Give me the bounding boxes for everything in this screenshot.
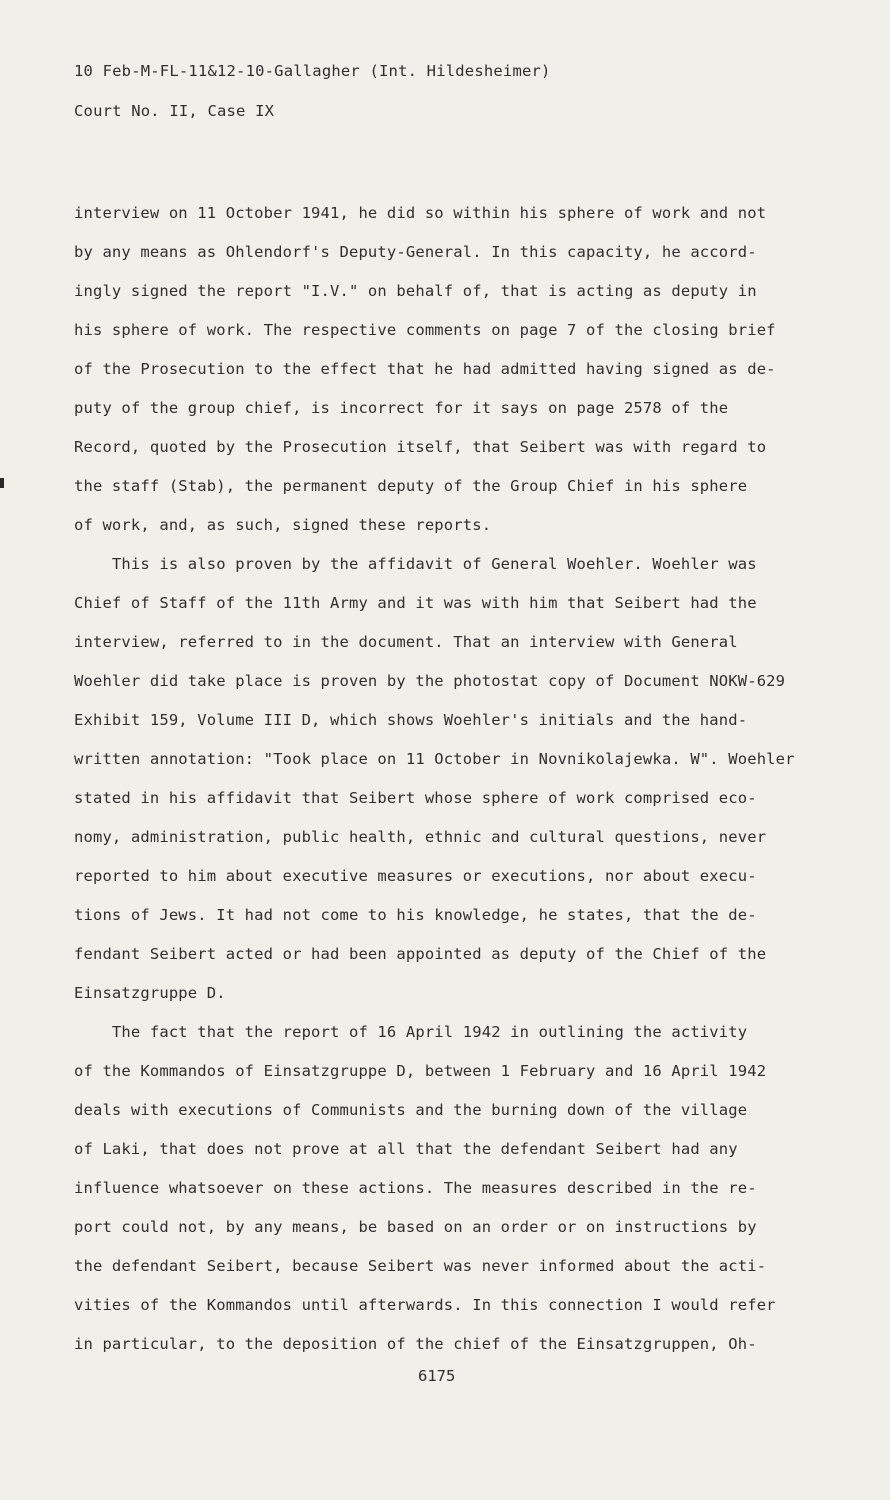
header-reference-line: 10 Feb-M-FL-11&12-10-Gallagher (Int. Hildesheimer) xyxy=(74,62,551,80)
body-line: Einsatzgruppe D. xyxy=(74,984,226,1002)
body-line: This is also proven by the affidavit of General Woehler. Woehler was xyxy=(74,555,757,573)
body-line: in particular, to the deposition of the chief of the Einsatzgruppen, Oh- xyxy=(74,1335,757,1353)
header-court-case-line: Court No. II, Case IX xyxy=(74,102,275,120)
body-line: of the Kommandos of Einsatzgruppe D, between 1 February and 16 April 1942 xyxy=(74,1062,767,1080)
body-line: Chief of Staff of the 11th Army and it was with him that Seibert had the xyxy=(74,594,757,612)
body-line: the staff (Stab), the permanent deputy of the Group Chief in his sphere xyxy=(74,477,748,495)
page-number: 6175 xyxy=(418,1367,456,1385)
body-line: stated in his affidavit that Seibert whose sphere of work comprised eco- xyxy=(74,789,757,807)
body-line: The fact that the report of 16 April 1942 in outlining the activity xyxy=(74,1023,748,1041)
body-line: ingly signed the report "I.V." on behalf of, that is acting as deputy in xyxy=(74,282,757,300)
body-line: of Laki, that does not prove at all that the defendant Seibert had any xyxy=(74,1140,738,1158)
body-line: Record, quoted by the Prosecution itself, that Seibert was with regard to xyxy=(74,438,767,456)
body-line: Woehler did take place is proven by the photostat copy of Document NOKW-629 xyxy=(74,672,786,690)
body-line: interview, referred to in the document. That an interview with General xyxy=(74,633,738,651)
body-line: puty of the group chief, is incorrect for it says on page 2578 of the xyxy=(74,399,729,417)
body-line: tions of Jews. It had not come to his knowledge, he states, that the de- xyxy=(74,906,757,924)
body-line: the defendant Seibert, because Seibert was never informed about the acti- xyxy=(74,1257,767,1275)
body-line: by any means as Ohlendorf's Deputy-General. In this capacity, he accord- xyxy=(74,243,757,261)
body-line: port could not, by any means, be based on an order or on instructions by xyxy=(74,1218,757,1236)
body-line: reported to him about executive measures or executions, nor about execu- xyxy=(74,867,757,885)
body-line: vities of the Kommandos until afterwards. In this connection I would refer xyxy=(74,1296,776,1314)
body-line: written annotation: "Took place on 11 October in Novnikolajewka. W". Woehler xyxy=(74,750,795,768)
body-line: his sphere of work. The respective comments on page 7 of the closing brief xyxy=(74,321,776,339)
body-line: influence whatsoever on these actions. The measures described in the re- xyxy=(74,1179,757,1197)
body-line: interview on 11 October 1941, he did so within his sphere of work and not xyxy=(74,204,767,222)
body-line: of the Prosecution to the effect that he had admitted having signed as de- xyxy=(74,360,776,378)
body-line: deals with executions of Communists and the burning down of the village xyxy=(74,1101,748,1119)
body-line: fendant Seibert acted or had been appointed as deputy of the Chief of the xyxy=(74,945,767,963)
margin-mark xyxy=(0,478,4,488)
body-line: Exhibit 159, Volume III D, which shows Woehler's initials and the hand- xyxy=(74,711,748,729)
body-line: of work, and, as such, signed these reports. xyxy=(74,516,492,534)
body-line: nomy, administration, public health, ethnic and cultural questions, never xyxy=(74,828,767,846)
